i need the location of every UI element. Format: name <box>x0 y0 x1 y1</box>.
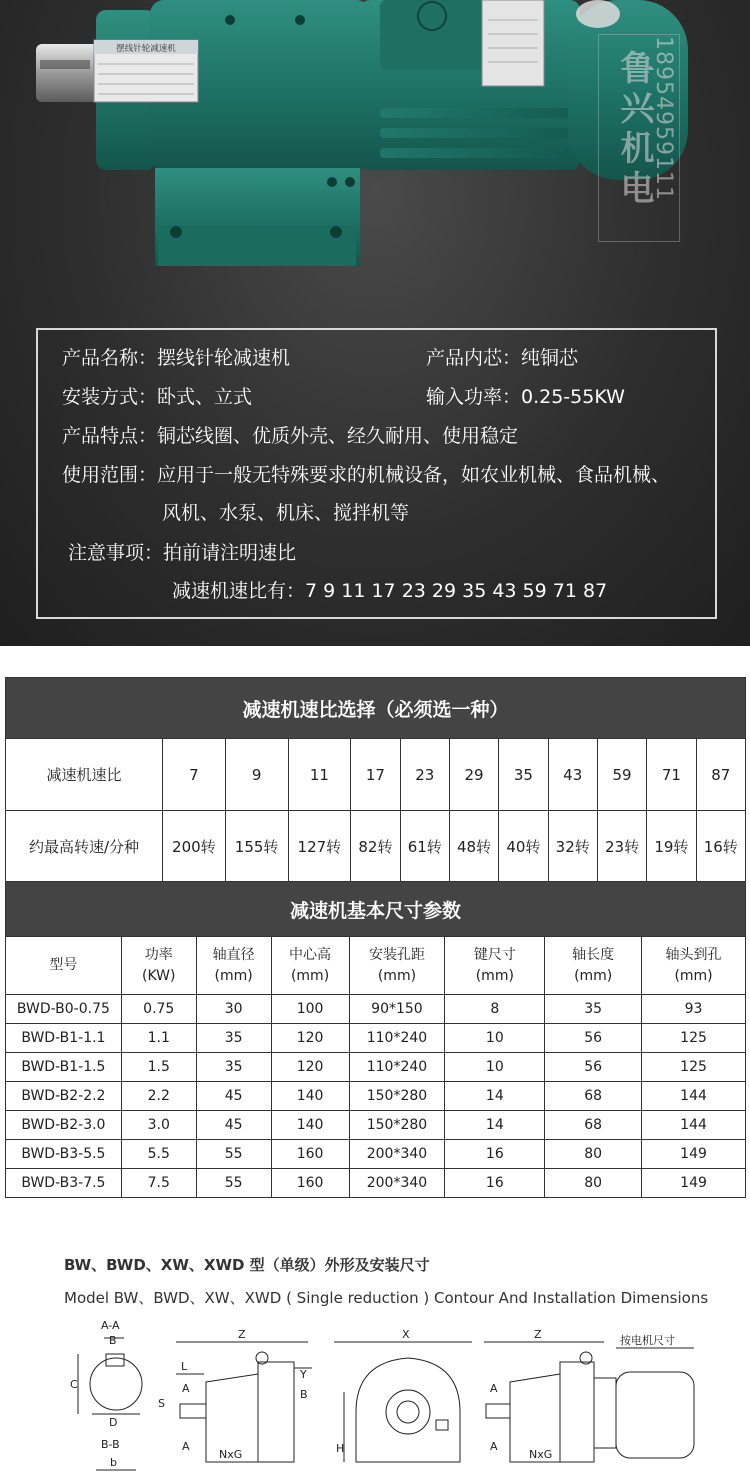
label-motor-size: 按电机尺寸 <box>620 1334 675 1347</box>
cell-power: 0.75 <box>121 995 196 1024</box>
cell-power: 5.5 <box>121 1140 196 1169</box>
drawing-subtitle: Model BW、BWD、XW、XWD ( Single reduction ) Contour And Installation Dimensions <box>64 1289 709 1307</box>
cell-hole-spacing: 110*240 <box>349 1053 445 1082</box>
label-y: Y <box>300 1368 307 1381</box>
watermark-brand: 鲁兴机电 <box>614 50 654 210</box>
label-s: S <box>158 1397 165 1410</box>
cell-hole-spacing: 90*150 <box>349 995 445 1024</box>
cell-model: BWD-B1-1.5 <box>6 1053 122 1082</box>
cell-center-height: 100 <box>271 995 349 1024</box>
cell-model: BWD-B0-0.75 <box>6 995 122 1024</box>
ratio-cell: 29 <box>449 739 498 811</box>
cell-center-height: 120 <box>271 1053 349 1082</box>
info-power: 输入功率：0.25-55KW <box>426 386 625 408</box>
cell-key-size: 10 <box>445 1053 545 1082</box>
watermark-phone: 18954959111 <box>651 36 676 201</box>
cell-hole-spacing: 150*280 <box>349 1082 445 1111</box>
cell-shaft-length: 56 <box>545 1053 642 1082</box>
cell-key-size: 16 <box>445 1140 545 1169</box>
col-shaft-length: 轴长度 (mm) <box>545 937 642 995</box>
speed-cell: 48转 <box>449 811 498 883</box>
dimension-row <box>6 1082 746 1111</box>
label-a-top-2: A <box>490 1382 498 1395</box>
dimension-header-row <box>6 937 746 995</box>
cell-shaft-length: 56 <box>545 1024 642 1053</box>
cell-power: 1.5 <box>121 1053 196 1082</box>
cell-key-size: 10 <box>445 1024 545 1053</box>
cell-key-size: 8 <box>445 995 545 1024</box>
drawing-title: BW、BWD、XW、XWD 型（单级）外形及安装尺寸 <box>64 1256 430 1274</box>
speed-row <box>6 811 746 883</box>
dimension-table <box>5 881 746 1198</box>
info-usage-cont: 风机、水泵、机床、搅拌机等 <box>162 502 410 524</box>
ratio-cell: 11 <box>288 739 351 811</box>
cell-shaft-diameter: 45 <box>196 1111 271 1140</box>
cell-power: 7.5 <box>121 1169 196 1198</box>
label-a-top: A <box>182 1382 190 1395</box>
cell-shaft-length: 80 <box>545 1140 642 1169</box>
cell-center-height: 160 <box>271 1169 349 1198</box>
cell-shaft-diameter: 45 <box>196 1082 271 1111</box>
cell-hole-spacing: 200*340 <box>349 1140 445 1169</box>
cell-shaft-to-hole: 144 <box>642 1082 746 1111</box>
cell-hole-spacing: 200*340 <box>349 1169 445 1198</box>
label-a-bottom-2: A <box>490 1440 498 1453</box>
cell-shaft-diameter: 35 <box>196 1024 271 1053</box>
speed-cell: 32转 <box>548 811 597 883</box>
speed-cell: 23转 <box>597 811 646 883</box>
ratio-cell: 71 <box>647 739 696 811</box>
label-l: L <box>181 1360 188 1373</box>
label-x: X <box>402 1328 410 1341</box>
label-z: Z <box>238 1328 246 1341</box>
dimension-row <box>6 1053 746 1082</box>
cell-hole-spacing: 110*240 <box>349 1024 445 1053</box>
speed-row-label: 约最高转速/分种 <box>6 811 163 883</box>
cell-model: BWD-B1-1.1 <box>6 1024 122 1053</box>
col-model: 型号 <box>6 937 122 995</box>
label-h: H <box>336 1442 345 1455</box>
cell-power: 2.2 <box>121 1082 196 1111</box>
ratio-table <box>5 677 746 883</box>
cell-key-size: 14 <box>445 1111 545 1140</box>
info-product-name: 产品名称：摆线针轮减速机 <box>62 347 291 369</box>
col-shaft-to-hole: 轴头到孔 (mm) <box>642 937 746 995</box>
cell-shaft-to-hole: 125 <box>642 1024 746 1053</box>
info-usage: 使用范围：应用于一般无特殊要求的机械设备，如农业机械、食品机械、 <box>62 464 671 486</box>
installation-dimension-drawing <box>0 1312 750 1474</box>
cell-hole-spacing: 150*280 <box>349 1111 445 1140</box>
cell-center-height: 140 <box>271 1111 349 1140</box>
label-nxg-2: NxG <box>529 1448 553 1461</box>
label-c: C <box>70 1378 78 1391</box>
speed-cell: 155转 <box>225 811 288 883</box>
dimension-row <box>6 1111 746 1140</box>
speed-cell: 40转 <box>499 811 548 883</box>
label-z-2: Z <box>534 1328 542 1341</box>
cell-center-height: 140 <box>271 1082 349 1111</box>
col-center-height: 中心高 (mm) <box>271 937 349 995</box>
cell-shaft-length: 80 <box>545 1169 642 1198</box>
ratio-cell: 87 <box>696 739 745 811</box>
label-b-side: B <box>300 1388 308 1401</box>
info-core: 产品内芯：纯铜芯 <box>426 347 579 369</box>
product-hero <box>0 0 750 646</box>
speed-cell: 127转 <box>288 811 351 883</box>
cell-shaft-diameter: 55 <box>196 1140 271 1169</box>
cell-shaft-diameter: 55 <box>196 1169 271 1198</box>
cell-shaft-diameter: 35 <box>196 1053 271 1082</box>
cell-shaft-to-hole: 93 <box>642 995 746 1024</box>
cell-shaft-to-hole: 125 <box>642 1053 746 1082</box>
speed-cell: 61转 <box>400 811 449 883</box>
cell-center-height: 120 <box>271 1024 349 1053</box>
speed-cell: 200转 <box>163 811 226 883</box>
ratio-cell: 23 <box>400 739 449 811</box>
ratio-table-title: 减速机速比选择（必须选一种） <box>6 678 746 739</box>
label-a-bottom: A <box>182 1440 190 1453</box>
product-info-box <box>36 328 717 619</box>
speed-cell: 19转 <box>647 811 696 883</box>
cell-key-size: 14 <box>445 1082 545 1111</box>
col-shaft-diameter: 轴直径 (mm) <box>196 937 271 995</box>
label-b: B <box>109 1334 117 1347</box>
dimension-row <box>6 1169 746 1198</box>
col-hole-spacing: 安装孔距 (mm) <box>349 937 445 995</box>
dimension-table-title: 减速机基本尺寸参数 <box>6 882 746 937</box>
ratio-cell: 9 <box>225 739 288 811</box>
cell-model: BWD-B2-2.2 <box>6 1082 122 1111</box>
dimension-row <box>6 995 746 1024</box>
cell-shaft-length: 35 <box>545 995 642 1024</box>
cell-model: BWD-B3-7.5 <box>6 1169 122 1198</box>
ratio-cell: 17 <box>351 739 400 811</box>
ratio-row-label: 减速机速比 <box>6 739 163 811</box>
info-install: 安装方式：卧式、立式 <box>62 386 253 408</box>
dimension-row <box>6 1140 746 1169</box>
speed-cell: 82转 <box>351 811 400 883</box>
cell-shaft-to-hole: 149 <box>642 1140 746 1169</box>
cell-shaft-diameter: 30 <box>196 995 271 1024</box>
cell-model: BWD-B2-3.0 <box>6 1111 122 1140</box>
ratio-row <box>6 739 746 811</box>
label-d: D <box>109 1416 118 1429</box>
cell-shaft-to-hole: 144 <box>642 1111 746 1140</box>
nameplate-title: 摆线针轮减速机 <box>116 44 176 54</box>
cell-power: 3.0 <box>121 1111 196 1140</box>
info-notice: 注意事项：拍前请注明速比 <box>68 542 297 564</box>
dimension-row <box>6 1024 746 1053</box>
label-b-small: b <box>110 1456 117 1469</box>
cell-power: 1.1 <box>121 1024 196 1053</box>
info-features: 产品特点：铜芯线圈、优质外壳、经久耐用、使用稳定 <box>62 425 519 447</box>
cell-shaft-to-hole: 149 <box>642 1169 746 1198</box>
label-aa: A-A <box>101 1319 120 1332</box>
ratio-cell: 43 <box>548 739 597 811</box>
ratio-cell: 7 <box>163 739 226 811</box>
label-bb: B-B <box>101 1438 120 1451</box>
ratio-cell: 35 <box>499 739 548 811</box>
col-key-size: 键尺寸 (mm) <box>445 937 545 995</box>
col-power: 功率 (KW) <box>121 937 196 995</box>
cell-shaft-length: 68 <box>545 1111 642 1140</box>
label-nxg: NxG <box>219 1448 243 1461</box>
info-ratios: 减速机速比有：7 9 11 17 23 29 35 43 59 71 87 <box>172 580 608 602</box>
cell-shaft-length: 68 <box>545 1082 642 1111</box>
cell-key-size: 16 <box>445 1169 545 1198</box>
cell-model: BWD-B3-5.5 <box>6 1140 122 1169</box>
cell-center-height: 160 <box>271 1140 349 1169</box>
speed-cell: 16转 <box>696 811 745 883</box>
ratio-cell: 59 <box>597 739 646 811</box>
